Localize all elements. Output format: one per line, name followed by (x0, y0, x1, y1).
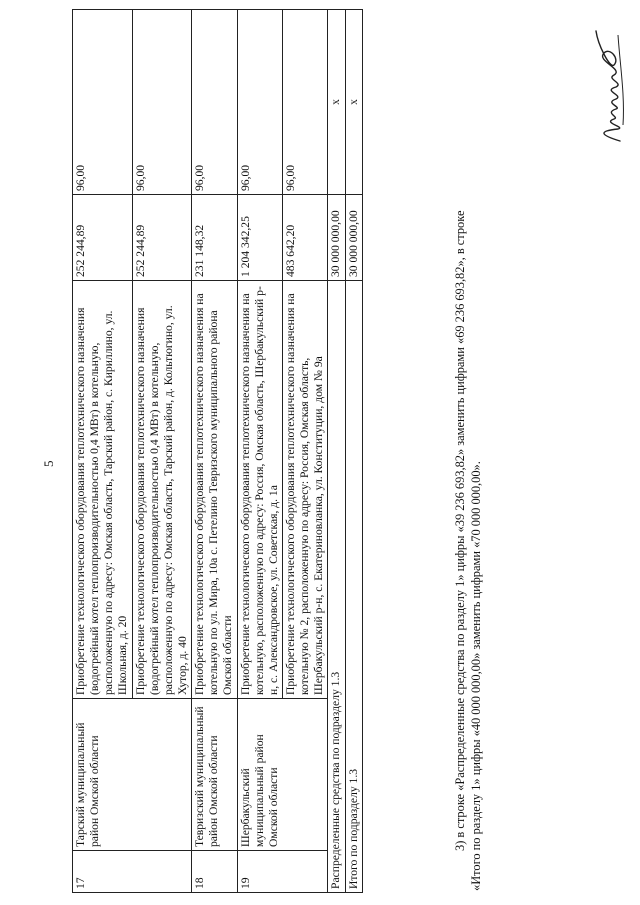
table-row (192, 10, 237, 893)
total-row (345, 10, 362, 893)
purpose-cell: Приобретение технологического оборудования теплотехнического назначения на котельную № 2, расположенную по адресу: Россия, Омская область, Шербакульский р-н, с. Екатериновланка, ул. Конституции, дом № 9а (282, 281, 327, 699)
total-amount: 30 000 000,00 (345, 195, 362, 281)
row-number: 17 (73, 851, 192, 893)
amount-cell: 1 204 342,25 (237, 195, 282, 281)
amount-cell: 483 642,20 (282, 195, 327, 281)
table-row (237, 10, 282, 893)
table-row (73, 10, 133, 893)
district-cell: Тевризский муниципальный район Омской области (192, 699, 237, 851)
amount-cell: 252 244,89 (132, 195, 192, 281)
percent-cell: 96,00 (192, 10, 237, 195)
percent-cell: 96,00 (282, 10, 327, 195)
total-mark: x (345, 10, 362, 195)
total-amount: 30 000 000,00 (328, 195, 345, 281)
total-row (328, 10, 345, 893)
percent-cell: 96,00 (132, 10, 192, 195)
district-cell: Тарский муниципальный район Омской области (73, 699, 192, 851)
signature-icon (590, 25, 630, 145)
note-line: 3) в строке «Распределенные средства по разделу 1» цифры «39 236 693,82» заменить цифрами «69 236 693,82», в строке (453, 210, 467, 851)
note-line: «Итого по разделу 1» цифры «40 000 000,00» заменить цифрами «70 000 000,00». (469, 461, 484, 891)
percent-cell: 96,00 (237, 10, 282, 195)
total-mark: x (328, 10, 345, 195)
amendment-note (452, 16, 484, 891)
purpose-cell: Приобретение технологического оборудования теплотехнического назначения (водогрейный котел теплопроизводительностью 0,4 МВт) в котельную, расположенную по адресу: Омская область, Тарский район, с. Кириллино, ул. Школьная, д. 20 (73, 281, 133, 699)
purpose-cell: Приобретение технологического оборудования теплотехнического назначения на котельную по ул. Мира, 10а с. Петелино Тевризского муниципального района Омской области (192, 281, 237, 699)
total-label: Распределенные средства по подразделу 1.3 (328, 281, 345, 893)
page-number: 5 (41, 460, 56, 467)
row-number: 18 (192, 851, 237, 893)
district-cell: Шербакульский муниципальный район Омской области (237, 699, 328, 851)
amount-cell: 252 244,89 (73, 195, 133, 281)
amount-cell: 231 148,32 (192, 195, 237, 281)
row-number: 19 (237, 851, 328, 893)
total-label: Итого по подразделу 1.3 (345, 281, 362, 893)
percent-cell: 96,00 (73, 10, 133, 195)
purpose-cell: Приобретение технологического оборудования теплотехнического назначения на котельную, расположенную по адресу: Россия, Омская область, Шербакульский р-н, с. Александровское, ул. Советская, д. 1а (237, 281, 282, 699)
allocation-table (72, 9, 363, 893)
purpose-cell: Приобретение технологического оборудования теплотехнического назначения (водогрейный котел теплопроизводительностью 0,4 МВт) в котельную, расположенную по адресу: Омская область, Тарский район, д. Кольтюгино, ул. Хутор, д. 40 (132, 281, 192, 699)
